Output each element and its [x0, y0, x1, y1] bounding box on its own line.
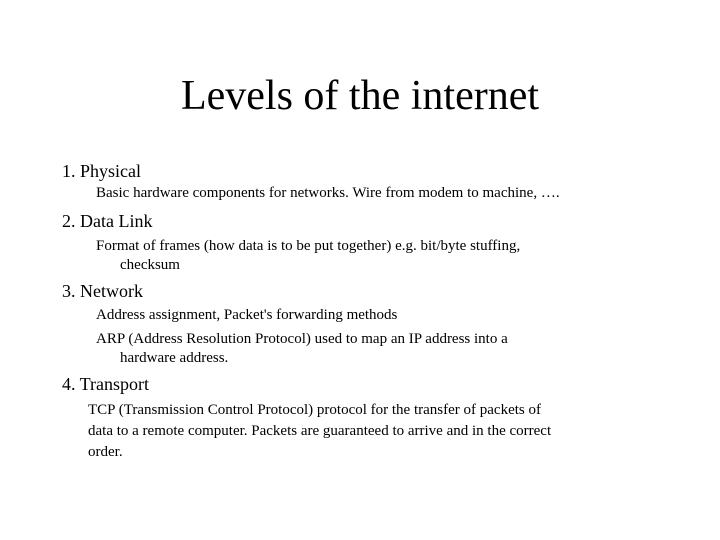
section-heading-transport: 4. Transport: [62, 374, 150, 394]
slide-title: Levels of the internet: [180, 73, 540, 119]
body-line: hardware address.: [120, 350, 229, 366]
body-line: TCP (Transmission Control Protocol) protocol for the transfer of packets of: [88, 402, 541, 418]
body-line: Basic hardware components for networks. Wire from modem to machine, ….: [96, 185, 560, 201]
body-line: checksum: [120, 257, 180, 273]
section-body-physical: [96, 184, 656, 203]
section-heading-network: 3. Network: [62, 281, 143, 301]
body-line: order.: [88, 444, 123, 460]
section-body-transport: [88, 400, 658, 463]
body-line: data to a remote computer. Packets are guaranteed to arrive and in the correct: [88, 423, 552, 439]
body-line: Format of frames (how data is to be put together) e.g. bit/byte stuffing,: [96, 238, 521, 254]
section-heading-data-link: 2. Data Link: [62, 211, 153, 231]
section-body-data-link: [96, 237, 656, 275]
body-line: Address assignment, Packet's forwarding methods: [96, 307, 398, 323]
section-heading-physical: 1. Physical: [62, 161, 141, 181]
section-body-network: [96, 306, 656, 368]
body-line: ARP (Address Resolution Protocol) used to map an IP address into a: [96, 331, 508, 347]
